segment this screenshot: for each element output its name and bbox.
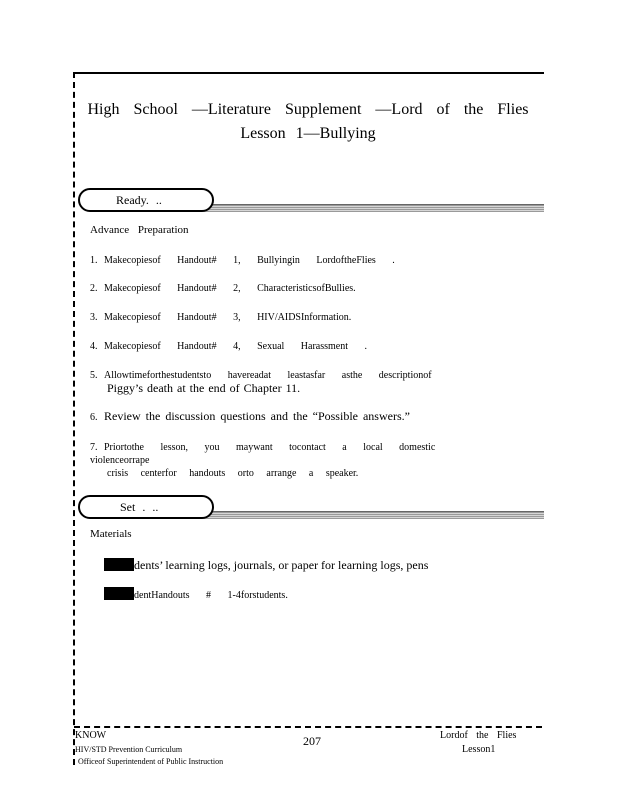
footer-office: Officeof Superintendent of Public Instruction [78, 757, 224, 766]
list-item [90, 254, 510, 267]
item-number: 1. [90, 255, 98, 266]
section-stripe [198, 204, 544, 212]
section-stripe [198, 511, 544, 519]
frame-left-rule [73, 72, 75, 765]
item-number: 5. [90, 370, 98, 381]
footer-lesson: Lesson1 [462, 744, 496, 755]
item-text-continued: Piggy’s death at the end of Chapter 11. [107, 381, 301, 395]
item-number: 6. [90, 412, 98, 423]
item-number: 7. [90, 442, 98, 453]
list-item [90, 441, 510, 480]
item-text: Review the discussion questions and the “Possible answers.” [104, 409, 410, 423]
section-label-set: Set . .. [78, 495, 214, 519]
item-number: 3. [90, 312, 98, 323]
item-number: 4. [90, 341, 98, 352]
page-number: 207 [303, 734, 321, 748]
list-item [90, 369, 510, 395]
advance-preparation-heading: Advance Preparation [90, 224, 189, 236]
materials-item [104, 558, 428, 572]
item-text: Makecopiesof Handout# 2, CharacteristicsofBullies. [104, 283, 356, 294]
materials-item-text: dents’ learning logs, journals, or paper for learning logs, pens [134, 558, 429, 572]
item-text: Makecopiesof Handout# 4, Sexual Harassment . [104, 341, 368, 352]
footer-book-title: Lordof the Flies [440, 730, 517, 741]
list-item [90, 410, 510, 424]
item-text: Makecopiesof Handout# 3, HIV/AIDSInformation. [104, 312, 352, 323]
materials-item [104, 587, 288, 603]
item-text: Priortothe lesson, you maywant tocontact a local domestic violenceorrape [90, 442, 436, 466]
item-text-continued: crisis centerfor handouts orto arrange a speaker. [107, 468, 359, 479]
item-number: 2. [90, 283, 98, 294]
page-title: High School —Literature Supplement —Lord of the Flies [87, 101, 529, 118]
section-label-ready: Ready. .. [78, 188, 214, 212]
lesson-title: Lesson 1—Bullying [240, 125, 376, 142]
list-item [90, 282, 510, 295]
item-text: Makecopiesof Handout# 1, Bullyingin LordoftheFlies . [104, 255, 395, 266]
section-bar-set [78, 495, 544, 523]
frame-top-rule [74, 72, 544, 74]
redaction-block [104, 587, 134, 600]
list-item [90, 340, 510, 353]
materials-heading: Materials [90, 528, 132, 540]
footer-know: KNOW [75, 730, 107, 741]
materials-item-text: dentHandouts # 1-4forstudents. [134, 590, 288, 601]
list-item [90, 311, 510, 324]
item-text: Allowtimeforthestudentsto havereadat leastasfar asthe descriptionof [104, 370, 432, 381]
section-bar-ready [78, 188, 544, 216]
redaction-block [104, 558, 134, 571]
frame-bottom-rule [74, 726, 542, 728]
footer-curriculum: HIV/STD Prevention Curriculum [75, 745, 183, 754]
